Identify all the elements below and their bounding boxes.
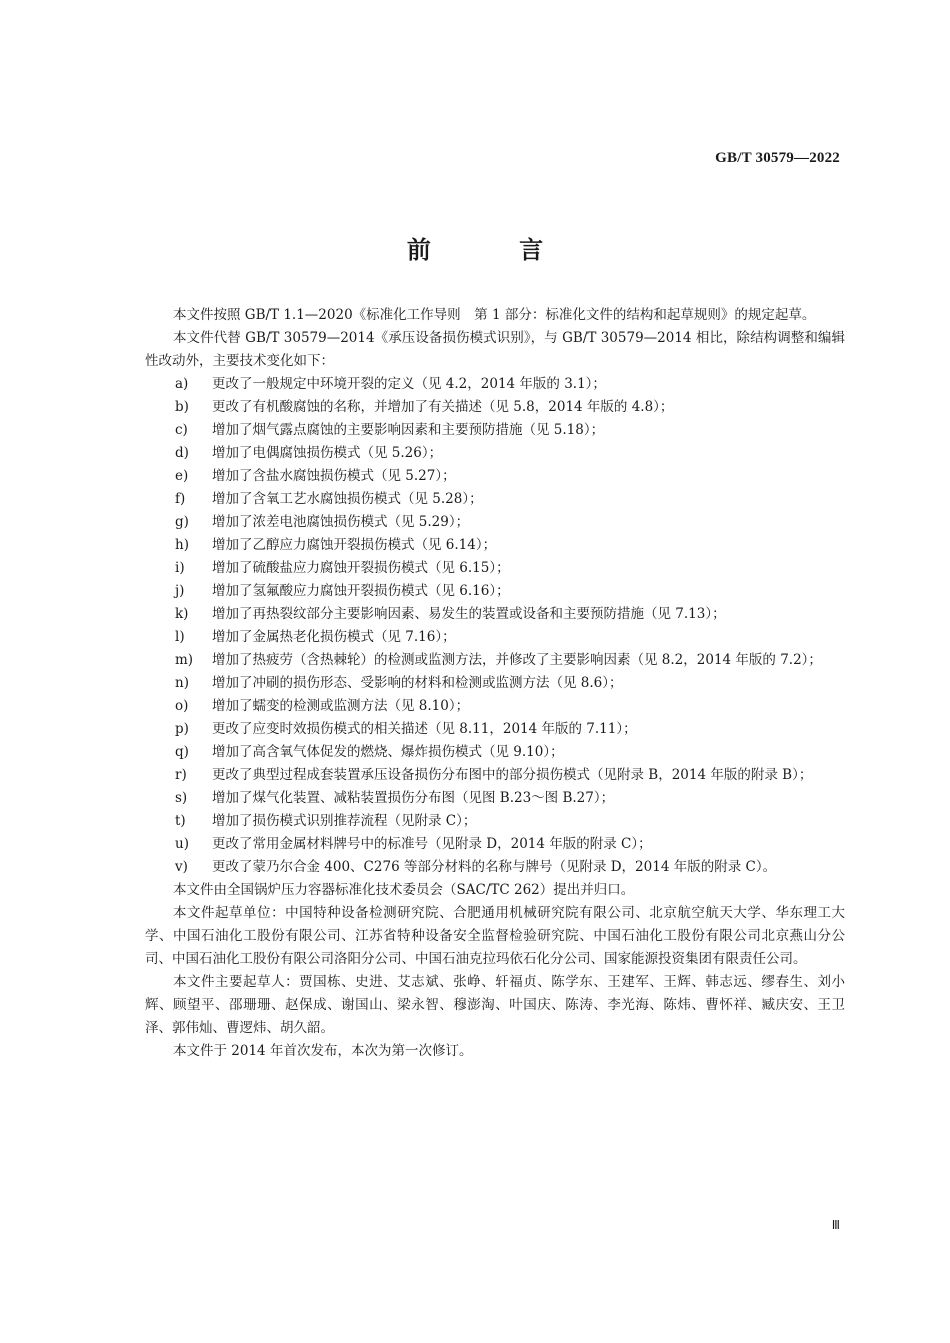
list-item-marker: l): [175, 629, 185, 645]
standard-code: GB/T 30579—2022: [715, 150, 840, 166]
list-item-text: 增加了煤气化装置、减粘装置损伤分布图（见图 B.23～图 B.27）；: [212, 790, 615, 806]
list-item-text: 增加了含氧工艺水腐蚀损伤模式（见 5.28）；: [212, 491, 483, 507]
list-item: [145, 649, 845, 672]
list-item: [145, 419, 845, 442]
list-item-text: 增加了再热裂纹部分主要影响因素、易发生的装置或设备和主要预防措施（见 7.13）；: [212, 606, 726, 622]
list-item-marker: p): [175, 721, 189, 737]
list-item: [145, 534, 845, 557]
list-item-marker: d): [175, 445, 189, 461]
list-item-text: 更改了一般规定中环境开裂的定义（见 4.2，2014 年版的 3.1）；: [212, 376, 606, 392]
list-item-marker: h): [175, 537, 189, 553]
list-item-marker: t): [175, 813, 186, 829]
list-item: [145, 626, 845, 649]
list-item-text: 增加了烟气露点腐蚀的主要影响因素和主要预防措施（见 5.18）；: [212, 422, 605, 438]
list-item-marker: o): [175, 698, 189, 714]
list-item-text: 增加了硫酸盐应力腐蚀开裂损伤模式（见 6.15）；: [212, 560, 510, 576]
list-item: [145, 764, 845, 787]
list-item: [145, 810, 845, 833]
intro-paragraph: 本文件按照 GB/T 1.1—2020《标准化工作导则 第 1 部分：标准化文件的结构和起草规则》的规定起草。: [173, 307, 816, 323]
list-item-text: 增加了金属热老化损伤模式（见 7.16）；: [212, 629, 456, 645]
list-item: [145, 718, 845, 741]
list-item: [145, 672, 845, 695]
list-item-text: 增加了高含氧气体促发的燃烧、爆炸损伤模式（见 9.10）；: [212, 744, 564, 760]
list-item: [145, 511, 845, 534]
changes-list: [145, 373, 845, 879]
list-item-text: 更改了有机酸腐蚀的名称，并增加了有关描述（见 5.8，2014 年版的 4.8）；: [212, 399, 674, 415]
intro-paragraph: 本文件代替 GB/T 30579—2014《承压设备损伤模式识别》，与 GB/T 30579—2014 相比，除结构调整和编辑性改动外，主要技术变化如下：: [145, 330, 845, 369]
list-item-text: 更改了蒙乃尔合金 400、C276 等部分材料的名称与牌号（见附录 D，2014 年版的附录 C）。: [212, 859, 777, 875]
list-item: [145, 856, 845, 879]
list-item-text: 增加了浓差电池腐蚀损伤模式（见 5.29）；: [212, 514, 470, 530]
list-item-marker: s): [175, 790, 188, 806]
page-title: 前 言: [406, 236, 584, 264]
list-item-text: 增加了乙醇应力腐蚀开裂损伤模式（见 6.14）；: [212, 537, 497, 553]
list-item-text: 更改了典型过程成套装置承压设备损伤分布图中的部分损伤模式（见附录 B，2014 年版的附录 B）；: [212, 767, 813, 783]
foreword-body: [145, 304, 845, 1063]
list-item-marker: k): [175, 606, 189, 622]
list-item: [145, 373, 845, 396]
list-item: [145, 833, 845, 856]
list-item: [145, 787, 845, 810]
list-item: [145, 603, 845, 626]
list-item-marker: r): [175, 767, 187, 783]
list-item: [145, 741, 845, 764]
list-item-marker: i): [175, 560, 185, 576]
list-item-text: 增加了蠕变的检测或监测方法（见 8.10）；: [212, 698, 470, 714]
list-item-text: 更改了应变时效损伤模式的相关描述（见 8.11，2014 年版的 7.11）；: [212, 721, 637, 737]
list-item-text: 增加了氢氟酸应力腐蚀开裂损伤模式（见 6.16）；: [212, 583, 510, 599]
page-number: Ⅲ: [831, 1218, 840, 1232]
list-item: [145, 488, 845, 511]
list-item-text: 增加了热疲劳（含热棘轮）的检测或监测方法，并修改了主要影响因素（见 8.2，2014 年版的 7.2）；: [212, 652, 822, 668]
list-item-marker: f): [175, 491, 186, 507]
list-item-text: 增加了损伤模式识别推荐流程（见附录 C）；: [212, 813, 477, 829]
list-item-text: 增加了冲刷的损伤形态、受影响的材料和检测或监测方法（见 8.6）；: [212, 675, 623, 691]
closing-paragraph: 本文件于 2014 年首次发布，本次为第一次修订。: [173, 1043, 473, 1059]
list-item-marker: n): [175, 675, 189, 691]
list-item-text: 增加了电偶腐蚀损伤模式（见 5.26）；: [212, 445, 443, 461]
closing-paragraph: 本文件起草单位：中国特种设备检测研究院、合肥通用机械研究院有限公司、北京航空航天大学、华东理工大学、中国石油化工股份有限公司、江苏省特种设备安全监督检验研究院、中国石油化工股份有限公司北京燕山分公司、中国石油化工股份有限公司洛阳分公司、中国石油克拉玛依石化分公司、国家能源投资集团有限责任公司。: [145, 905, 845, 967]
list-item-marker: v): [175, 859, 188, 875]
closing-paragraph: 本文件主要起草人：贾国栋、史进、艾志斌、张峥、轩福贞、陈学东、王建军、王辉、韩志远、缪春生、刘小辉、顾望平、邵珊珊、赵保成、谢国山、梁永智、穆澎淘、叶国庆、陈涛、李光海、陈炜、曹怀祥、臧庆安、王卫泽、郭伟灿、曹逻炜、胡久韶。: [145, 974, 845, 1036]
list-item-marker: u): [175, 836, 189, 852]
list-item: [145, 557, 845, 580]
list-item-marker: c): [175, 422, 188, 438]
list-item-marker: j): [175, 583, 185, 599]
list-item: [145, 396, 845, 419]
list-item: [145, 442, 845, 465]
list-item-marker: b): [175, 399, 189, 415]
list-item-marker: m): [175, 652, 194, 668]
closing-paragraph: 本文件由全国锅炉压力容器标准化技术委员会（SAC/TC 262）提出并归口。: [173, 882, 635, 898]
list-item: [145, 465, 845, 488]
list-item-marker: q): [175, 744, 189, 760]
list-item-marker: e): [175, 468, 189, 484]
list-item-text: 更改了常用金属材料牌号中的标准号（见附录 D，2014 年版的附录 C）；: [212, 836, 652, 852]
list-item-marker: a): [175, 376, 189, 392]
list-item-text: 增加了含盐水腐蚀损伤模式（见 5.27）；: [212, 468, 456, 484]
list-item: [145, 695, 845, 718]
list-item-marker: g): [175, 514, 189, 530]
list-item: [145, 580, 845, 603]
